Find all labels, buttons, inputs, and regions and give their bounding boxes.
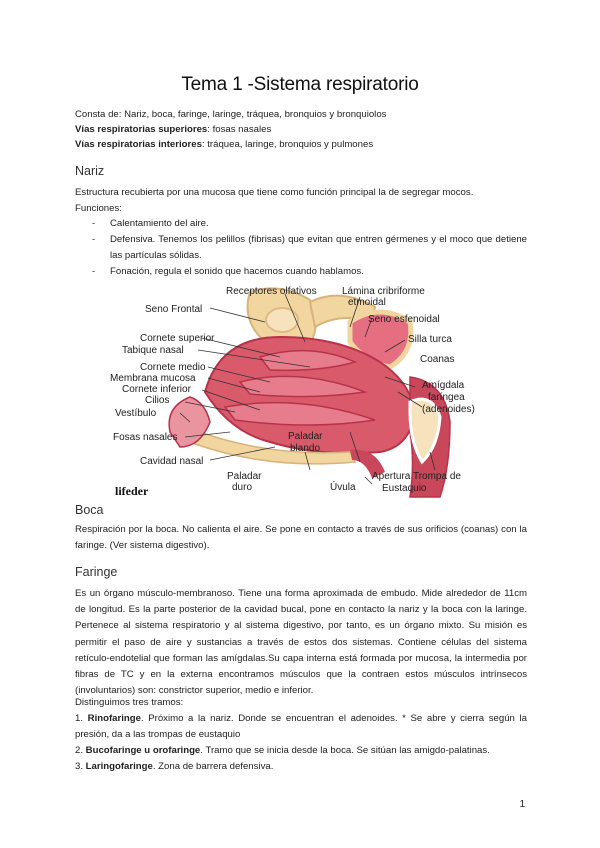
label-membrana: Membrana mucosa <box>110 373 196 384</box>
superiores-text: : fosas nasales <box>207 124 272 135</box>
page-title: Tema 1 -Sistema respiratorio <box>181 74 419 95</box>
label-amigdala-1: Amígdala <box>422 380 465 391</box>
label-tabique: Tabique nasal <box>122 345 184 356</box>
label-amigdala-3: (adenoides) <box>422 404 475 415</box>
tramo-3 <box>75 759 527 775</box>
tramos-intro: Distinguimos tres tramos: <box>75 697 184 708</box>
label-seno-frontal: Seno Frontal <box>145 304 203 315</box>
label-amigdala-2: faríngea <box>428 392 465 403</box>
label-coanas: Coanas <box>420 354 455 365</box>
nariz-bullet-3: Fonación, regula el sonido que hacemos cuando hablamos. <box>110 266 364 277</box>
nariz-desc: Estructura recubierta por una mucosa que tiene como función principal la de segregar mocos. <box>75 187 474 198</box>
bullet-mark: - <box>92 234 96 245</box>
label-apertura-1: Apertura Trompa de <box>372 471 461 482</box>
boca-heading: Boca <box>75 503 104 517</box>
label-silla-turca: Silla turca <box>408 334 452 345</box>
label-apertura-2: Eustaquio <box>382 483 427 494</box>
label-paladar-duro-2: duro <box>232 482 253 493</box>
frontal-sinus-shape <box>266 308 298 332</box>
tramo-1-name: Rinofaringe <box>87 713 141 724</box>
inferiores-label: Vías respiratorias interiores <box>75 139 202 150</box>
label-lamina-2: etmoidal <box>348 297 386 308</box>
label-cornete-medio: Cornete medio <box>140 362 206 373</box>
nariz-heading: Nariz <box>75 164 105 178</box>
tramo-2-num: 2. <box>75 745 86 756</box>
label-cornete-superior: Cornete superior <box>140 333 215 344</box>
tramo-1-num: 1. <box>75 713 88 724</box>
bullet-mark: - <box>92 266 96 277</box>
tramo-1-text: . Próximo a la nariz. Donde se encuentran el adenoides. * Se abre y cierra según la presión, da a las trompas de eustaquio <box>75 713 527 741</box>
label-vestibulo: Vestíbulo <box>115 408 157 419</box>
intro-consta: Consta de: Nariz, boca, faringe, laringe, tráquea, bronquios y bronquiolos <box>75 109 387 120</box>
label-cornete-inferior: Cornete inferior <box>122 384 191 395</box>
brand-logo: lifeder <box>115 484 149 498</box>
label-paladar-duro-1: Paladar <box>227 471 262 482</box>
bullet-mark: - <box>92 218 96 229</box>
label-lamina-1: Lámina cribriforme <box>342 286 425 297</box>
label-cavidad: Cavidad nasal <box>140 456 204 467</box>
tramo-2-name: Bucofaringe u orofaringe <box>85 745 201 756</box>
faringe-heading: Faringe <box>75 565 118 579</box>
tramo-3-name: Laringofaringe <box>85 761 153 772</box>
faringe-text: Es un órgano músculo-membranoso. Tiene una forma aproximada de embudo. Mide alrededor de 11cm de longitud. Es la parte posterior de la cavidad bucal, pone en contacto la nariz y la boca con la laringe. Pertenece al sistema respiratorio y al sistema digestivo, por tanto, es un órgano mixto. Su misión es permitir el paso de aire y sustancias a través de estos dos sistemas. Contiene células del sistema retículo-endotelial que forman las amígdalas.Su capa interna está formada por mucosa, la intermedia por fibras de TC y en la externa encontramos músculos que la contraen estos músculos intrínsecos (involuntarios) son: constrictor superior, medio e inferior. <box>75 588 527 697</box>
label-receptores: Receptores olfativos <box>226 286 317 297</box>
nariz-bullet-2: Defensiva. Tenemos los pelillos (fibrisas) que evitan que entren gérmenes y el moco que detiene las partículas sólidas. <box>110 234 527 261</box>
boca-text: Respiración por la boca. No calienta el aire. Se pone en contacto a través de sus orificios (coanas) con la faringe. (Ver sistema digestivo). <box>75 524 527 552</box>
label-paladar-blando-2: blando <box>290 443 321 454</box>
tramo-2 <box>75 743 527 759</box>
label-fosas: Fosas nasales <box>113 432 178 443</box>
label-uvula: Úvula <box>330 482 356 493</box>
tramo-1 <box>75 711 527 743</box>
intro-inferiores <box>75 138 373 151</box>
intro-superiores <box>75 123 271 136</box>
nasal-anatomy-diagram <box>110 282 500 500</box>
label-cilios: Cilios <box>145 395 170 406</box>
tramo-3-num: 3. <box>75 761 86 772</box>
tramo-2-text: . Tramo que se inicia desde la boca. Se sitúan las amigdo-palatinas. <box>200 745 490 756</box>
tramo-3-text: . Zona de barrera defensiva. <box>152 761 274 772</box>
inferiores-text: : tráquea, laringe, bronquios y pulmones <box>201 139 374 150</box>
page-number: 1 <box>519 799 525 810</box>
funciones-label: Funciones: <box>75 203 122 214</box>
superiores-label: Vías respiratorias superiores <box>75 124 208 135</box>
nariz-bullet-1: Calentamiento del aire. <box>110 218 209 229</box>
label-seno-esfenoidal: Seno esfenoidal <box>368 314 440 325</box>
label-paladar-blando-1: Paladar <box>288 431 323 442</box>
